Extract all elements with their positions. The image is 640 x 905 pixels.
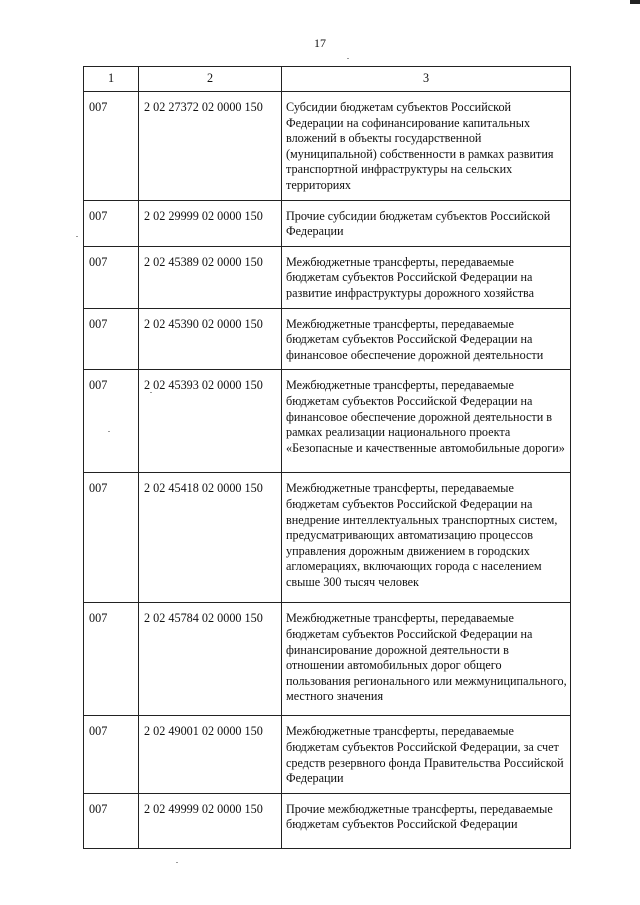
column-header-2: 2 (139, 67, 282, 92)
table-header-row (84, 67, 571, 92)
budget-code-cell: 2 02 45784 02 0000 150 (139, 603, 282, 716)
table-row (84, 308, 571, 370)
revenue-name-cell: Межбюджетные трансферты, передаваемые бюджетам субъектов Российской Федерации на финансовое обеспечение дорожной деятельности в рамках реализации национального проекта «Безопасные и качественные автомобильные дороги» (282, 370, 571, 473)
admin-code-cell: 007 (84, 200, 139, 246)
table-row (84, 370, 571, 473)
table-row (84, 793, 571, 848)
admin-code-cell: 007 (84, 716, 139, 793)
admin-code-cell: 007 (84, 473, 139, 603)
scan-corner-mark (630, 0, 640, 4)
revenue-name-cell: Межбюджетные трансферты, передаваемые бюджетам субъектов Российской Федерации на внедрение интеллектуальных транспортных систем, предусматривающих автоматизацию процессов управления дорожным движением в городских агломерациях, включающих города с населением свыше 300 тысяч человек (282, 473, 571, 603)
table-row (84, 716, 571, 793)
budget-code-cell: 2 02 45418 02 0000 150 (139, 473, 282, 603)
table-row (84, 200, 571, 246)
scan-speck (108, 431, 110, 432)
scan-speck (150, 392, 152, 393)
column-header-3: 3 (282, 67, 571, 92)
table-row (84, 603, 571, 716)
table-row (84, 473, 571, 603)
scan-speck (176, 862, 178, 863)
revenue-name-cell: Прочие субсидии бюджетам субъектов Российской Федерации (282, 200, 571, 246)
table-row (84, 92, 571, 201)
revenue-name-cell: Субсидии бюджетам субъектов Российской Федерации на софинансирование капитальных вложений в объекты государственной (муниципальной) собственности в рамках развития транспортной инфраструктуры на сельских территориях (282, 92, 571, 201)
revenue-name-cell: Прочие межбюджетные трансферты, передаваемые бюджетам субъектов Российской Федерации (282, 793, 571, 848)
budget-code-cell: 2 02 29999 02 0000 150 (139, 200, 282, 246)
revenue-name-cell: Межбюджетные трансферты, передаваемые бюджетам субъектов Российской Федерации на финансирование дорожной деятельности в отношении автомобильных дорог общего пользования регионального или межмуниципального, местного значения (282, 603, 571, 716)
revenue-name-cell: Межбюджетные трансферты, передаваемые бюджетам субъектов Российской Федерации на финансовое обеспечение дорожной деятельности (282, 308, 571, 370)
budget-code-cell: 2 02 45390 02 0000 150 (139, 308, 282, 370)
table-row (84, 246, 571, 308)
revenue-name-cell: Межбюджетные трансферты, передаваемые бюджетам субъектов Российской Федерации на развитие инфраструктуры дорожного хозяйства (282, 246, 571, 308)
budget-code-cell: 2 02 45389 02 0000 150 (139, 246, 282, 308)
admin-code-cell: 007 (84, 370, 139, 473)
budget-code-cell: 2 02 27372 02 0000 150 (139, 92, 282, 201)
admin-code-cell: 007 (84, 603, 139, 716)
budget-code-cell: 2 02 49999 02 0000 150 (139, 793, 282, 848)
classification-table (83, 66, 571, 849)
scan-speck (347, 58, 349, 59)
page-number: 17 (314, 36, 326, 50)
budget-code-cell: 2 02 45393 02 0000 150 (139, 370, 282, 473)
budget-code-cell: 2 02 49001 02 0000 150 (139, 716, 282, 793)
revenue-name-cell: Межбюджетные трансферты, передаваемые бюджетам субъектов Российской Федерации, за счет средств резервного фонда Правительства Российской Федерации (282, 716, 571, 793)
admin-code-cell: 007 (84, 246, 139, 308)
admin-code-cell: 007 (84, 793, 139, 848)
scan-speck (76, 236, 78, 237)
admin-code-cell: 007 (84, 308, 139, 370)
column-header-1: 1 (84, 67, 139, 92)
admin-code-cell: 007 (84, 92, 139, 201)
